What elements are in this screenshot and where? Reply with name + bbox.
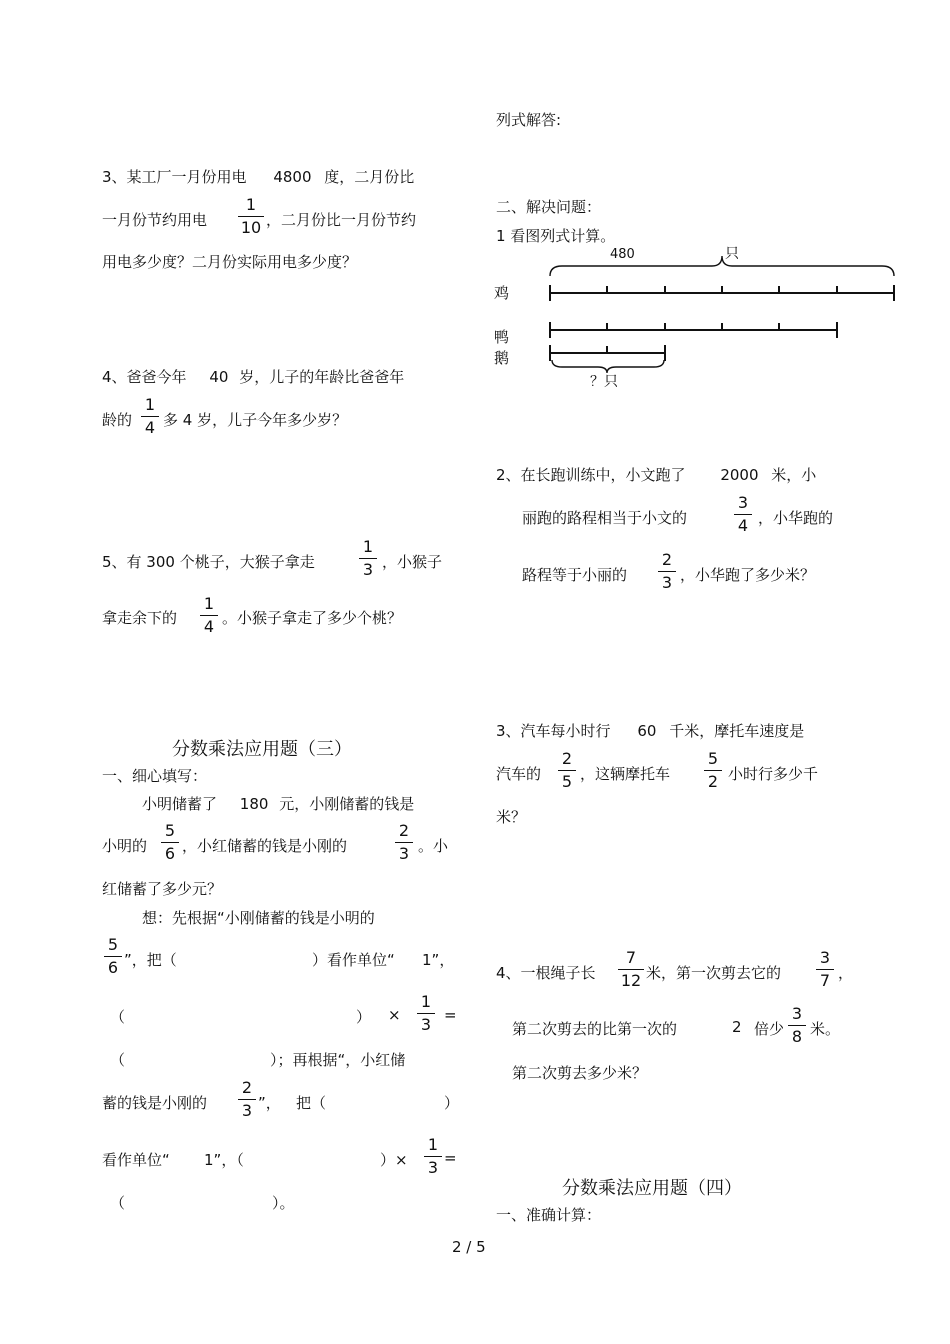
row-duck-label: 鸭 [494, 328, 510, 346]
section-3-heading: 一、细心填写： [102, 767, 208, 785]
total-value: 480 [610, 247, 635, 262]
s3-line4: 想：先根据“小刚储蓄的钱是小明的 [142, 909, 375, 927]
r-q3-line2b: ，这辆摩托车 [580, 765, 671, 783]
r-q2-line2a: 丽跑的路程相当于小文的 [522, 509, 688, 527]
fraction-1-3: 1 3 [359, 538, 377, 579]
section-4-title: 分数乘法应用题（四） [562, 1178, 742, 1199]
s3-line2a: 小明的 [102, 837, 148, 855]
s3-line6c: × [388, 1006, 401, 1024]
r-q2-line3b: ，小华跑了多少米？ [680, 566, 816, 584]
fraction-1-10: 1 10 [238, 196, 264, 237]
segment-diagram [480, 240, 910, 390]
q4-line1: 4、爸爸今年 40 岁，儿子的年龄比爸爸年 [102, 368, 405, 386]
row-chicken-label: 鸡 [494, 284, 510, 302]
s3-line5b: ）看作单位“ [312, 951, 395, 969]
q5-line2a: 拿走余下的 [102, 609, 178, 627]
s3-line9a: 看作单位“ [102, 1151, 170, 1169]
r-q4-line1b: 米，第一次剪去它的 [646, 964, 782, 982]
chicken-segment [550, 285, 894, 301]
q5-line2b: 。小猴子拿走了多少个桃？ [222, 609, 403, 627]
r-q4-line2d: 米。 [810, 1020, 841, 1038]
s3-line7a: （ [110, 1051, 126, 1069]
r-q4-line2b: 2 [732, 1018, 742, 1036]
s3-line9b: 1”，（ [204, 1151, 244, 1169]
s3-line10a: （ [110, 1194, 126, 1212]
q5-line1a: 5、有 300 个桃子，大猴子拿走 [102, 553, 315, 571]
fraction-2-3: 2 3 [395, 822, 413, 863]
r-q2-line2b: ，小华跑的 [758, 509, 834, 527]
section-2-q1: 1 看图列式计算。 [496, 227, 616, 245]
s3-line9c: ）× [380, 1151, 408, 1169]
r-q2-line1: 2、在长跑训练中，小文跑了 2000 米，小 [496, 466, 817, 484]
duck-segment [550, 322, 837, 338]
r-q3-line3: 米？ [496, 808, 527, 826]
fraction-1-3: 1 3 [424, 1136, 442, 1177]
r-q4-line1c: ， [838, 964, 854, 982]
s3-line10b: ）。 [272, 1194, 295, 1212]
s3-line8a: 蓄的钱是小刚的 [102, 1094, 208, 1112]
section-3-title: 分数乘法应用题（三） [172, 739, 352, 760]
goose-brace [552, 360, 664, 373]
fraction-7-12: 7 12 [618, 949, 644, 990]
section-2-heading: 二、解决问题： [496, 198, 602, 216]
s3-line1: 小明储蓄了 180 元，小刚储蓄的钱是 [142, 795, 415, 813]
page-number: 2 / 5 [452, 1238, 486, 1256]
r-q3-line1: 3、汽车每小时行 60 千米，摩托车速度是 [496, 722, 805, 740]
total-brace [550, 256, 894, 276]
s3-line8b: ”， [258, 1094, 281, 1112]
fraction-5-6: 5 6 [104, 936, 122, 977]
fraction-5-6: 5 6 [161, 822, 179, 863]
fraction-3-8: 3 8 [788, 1005, 806, 1046]
q4-line2a: 龄的 [102, 411, 133, 429]
s3-line2b: ，小红储蓄的钱是小刚的 [182, 837, 348, 855]
r-q4-line3: 第二次剪去多少米？ [512, 1064, 648, 1082]
fraction-1-4: 1 4 [200, 595, 218, 636]
s3-line8d: ） [444, 1094, 460, 1112]
goose-label: ？只 [590, 374, 618, 390]
r-q3-line2a: 汽车的 [496, 765, 542, 783]
goose-segment [550, 345, 665, 361]
fraction-5-2: 5 2 [704, 750, 722, 791]
s3-line8c: 把（ [296, 1094, 327, 1112]
q5-line1b: ，小猴子 [382, 553, 443, 571]
s3-line6a: （ [110, 1008, 126, 1026]
fraction-3-4: 3 4 [734, 494, 752, 535]
q3-line3: 用电多少度？二月份实际用电多少度？ [102, 253, 358, 271]
r-q2-line3a: 路程等于小丽的 [522, 566, 628, 584]
fraction-1-4: 1 4 [141, 396, 159, 437]
fraction-2-3: 2 3 [658, 551, 676, 592]
r-q3-line2c: 小时行多少千 [728, 765, 819, 783]
q3-line1: 3、某工厂一月份用电 4800 度，二月份比 [102, 168, 415, 186]
section-4-heading: 一、准确计算： [496, 1206, 602, 1224]
s3-line9d: = [444, 1149, 457, 1167]
s3-line3: 红储蓄了多少元？ [102, 880, 223, 898]
total-unit: 只 [725, 246, 739, 262]
q3-line2b: ，二月份比一月份节约 [266, 211, 417, 229]
r-q4-line2c: 倍少 [754, 1020, 785, 1038]
s3-line5a: ”，把（ [124, 951, 177, 969]
s3-line5c: 1”， [422, 951, 455, 969]
answer-label: 列式解答: [496, 111, 562, 129]
fraction-1-3: 1 3 [417, 993, 435, 1034]
fraction-2-5: 2 5 [558, 750, 576, 791]
fraction-2-3: 2 3 [238, 1079, 256, 1120]
r-q4-line2a: 第二次剪去的比第一次的 [512, 1020, 678, 1038]
fraction-3-7: 3 7 [816, 949, 834, 990]
row-goose-label: 鹅 [494, 349, 510, 367]
s3-line6d: = [444, 1006, 457, 1024]
s3-line2c: 。小 [418, 837, 449, 855]
r-q4-line1a: 4、一根绳子长 [496, 964, 596, 982]
q3-line2a: 一月份节约用电 [102, 211, 208, 229]
s3-line7b: ）；再根据“，小红储 [270, 1051, 406, 1069]
q4-line2b: 多 4 岁，儿子今年多少岁？ [163, 411, 348, 429]
s3-line6b: ） [356, 1008, 372, 1026]
